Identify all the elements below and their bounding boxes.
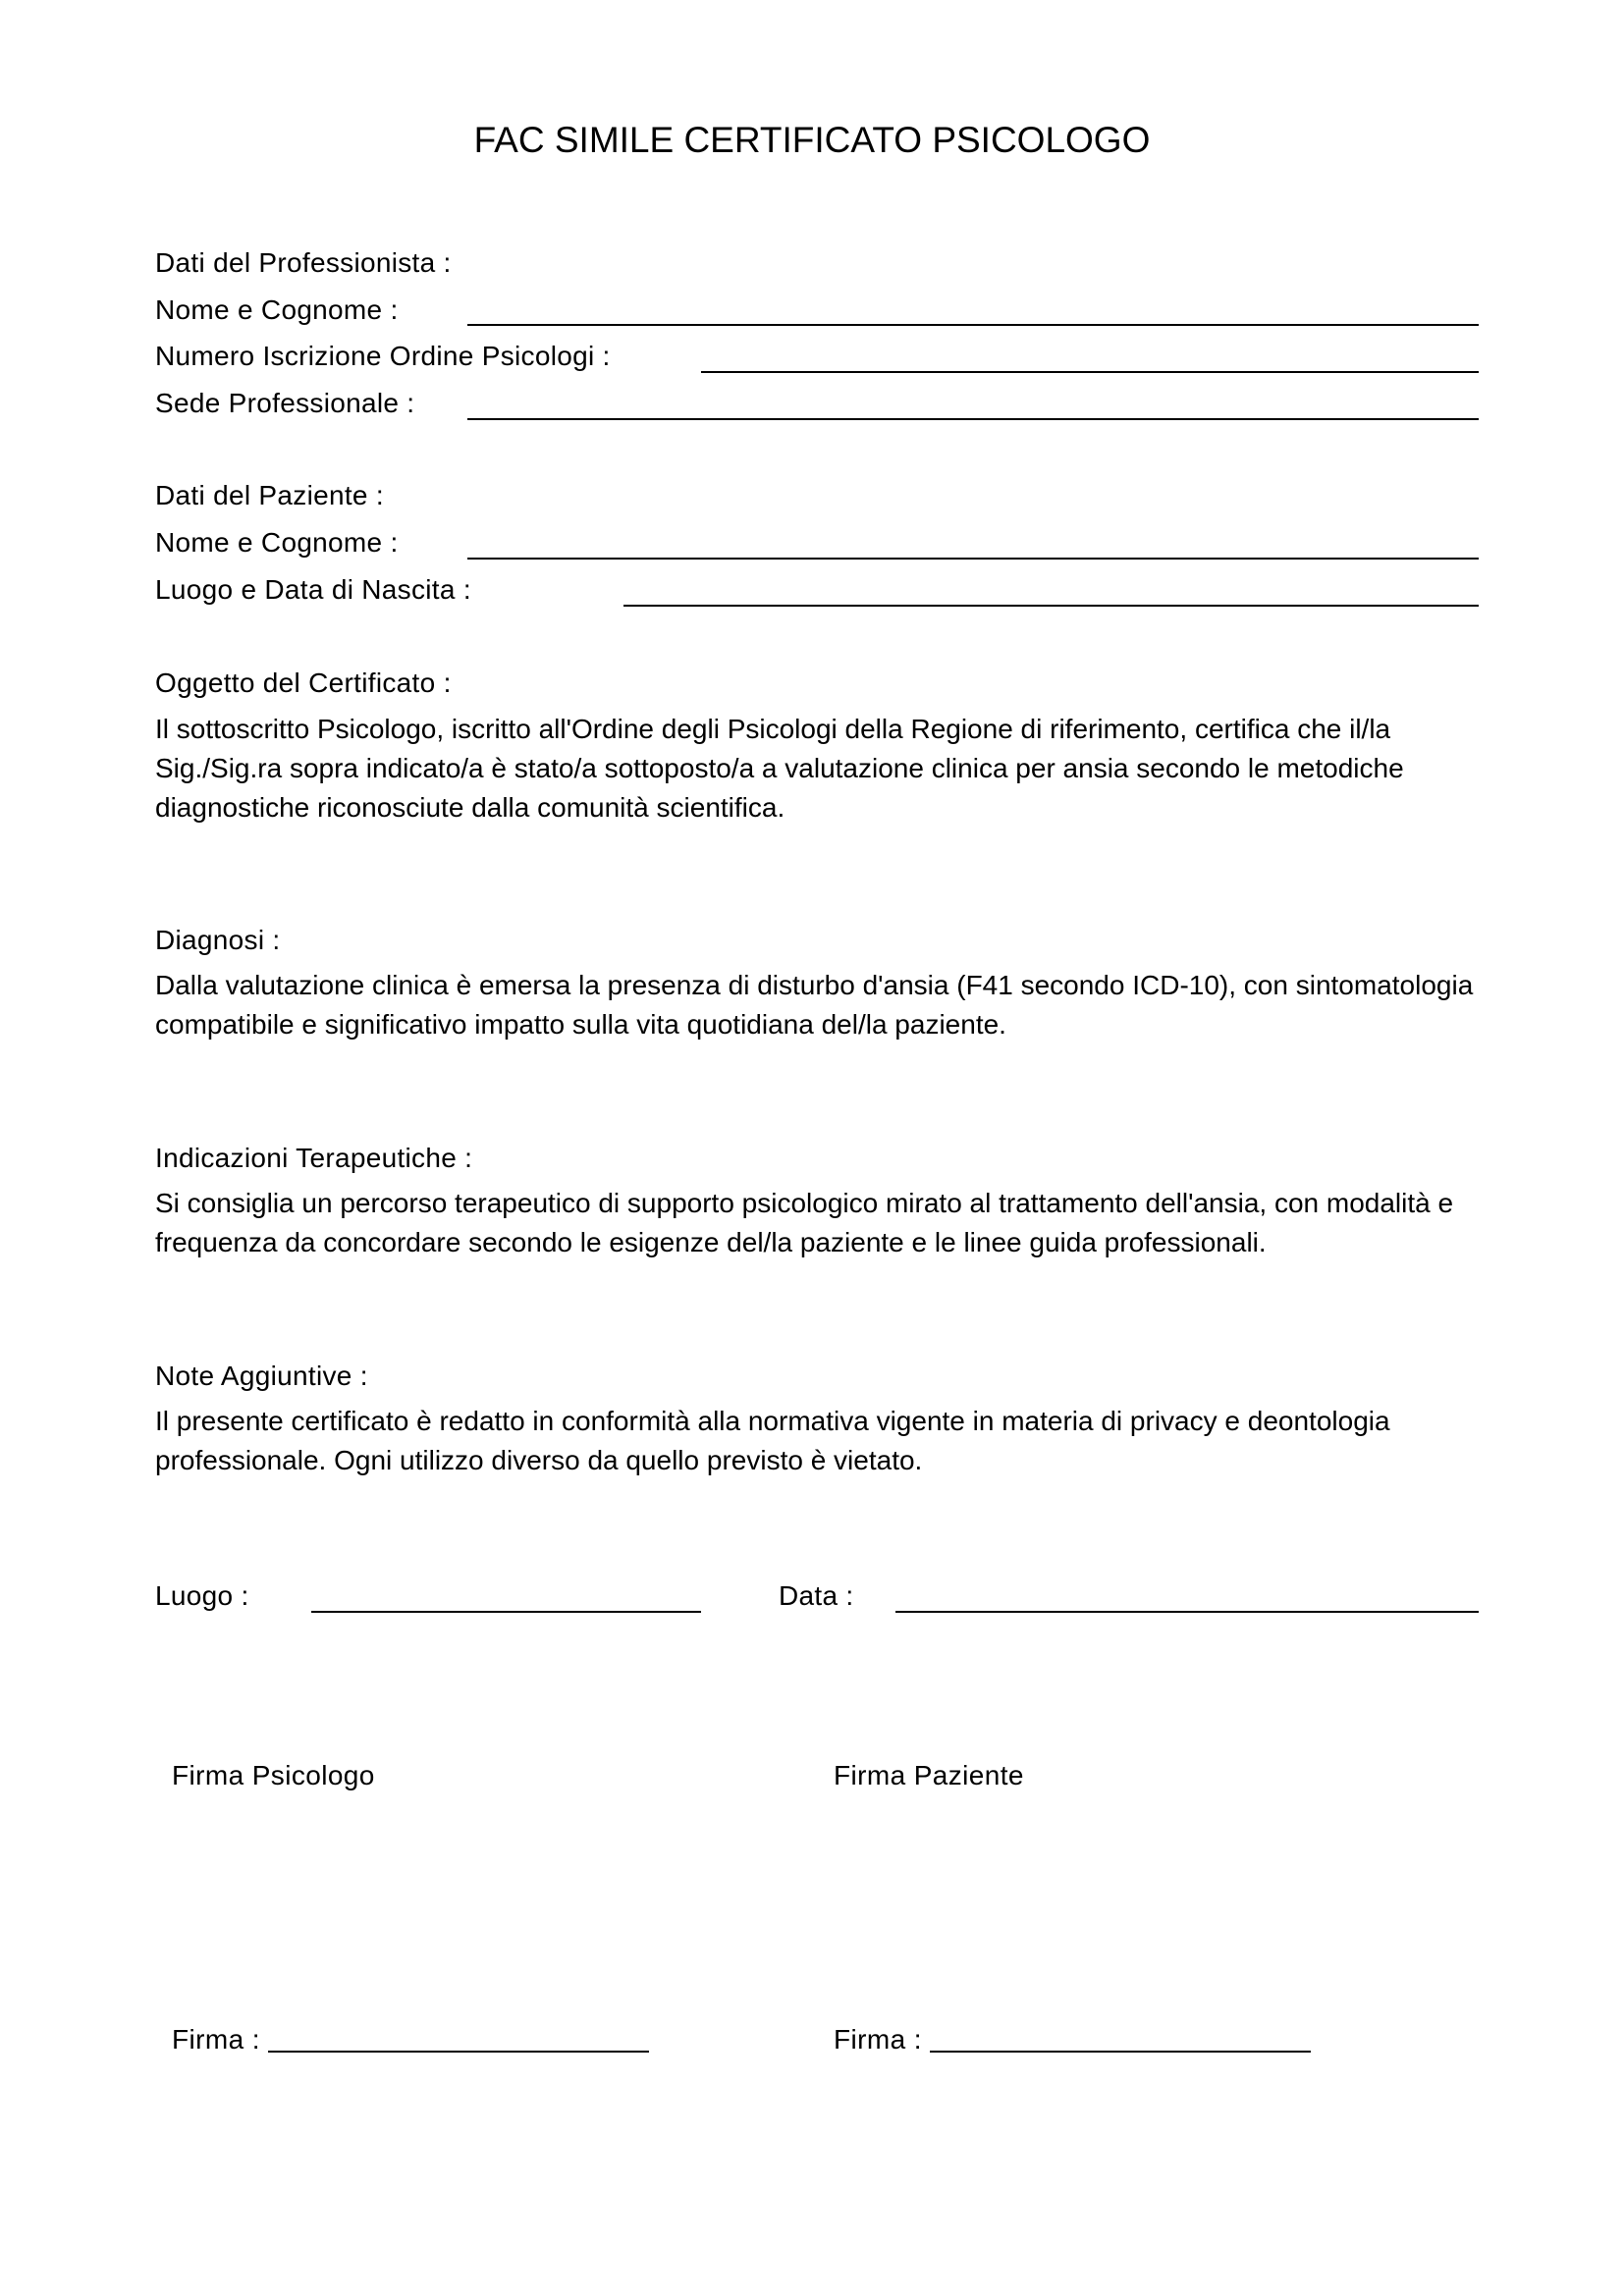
indicazioni-heading: Indicazioni Terapeutiche : [155, 1143, 473, 1173]
professionista-heading: Dati del Professionista : [155, 247, 452, 278]
firma-paziente-heading: Firma Paziente [834, 1760, 1024, 1790]
iscrizione-field[interactable] [701, 371, 1479, 373]
firma-psicologo-label: Firma : [172, 2024, 260, 2055]
iscrizione-label: Numero Iscrizione Ordine Psicologi : [155, 341, 611, 371]
page-title: FAC SIMILE CERTIFICATO PSICOLOGO [473, 120, 1151, 160]
paziente-nome-label: Nome e Cognome : [155, 527, 399, 558]
firma-paziente-row [834, 2026, 1311, 2054]
paziente-heading: Dati del Paziente : [155, 480, 384, 510]
nascita-label: Luogo e Data di Nascita : [155, 574, 471, 605]
firma-paziente-field[interactable] [930, 2051, 1311, 2053]
data-field[interactable] [895, 1611, 1479, 1613]
note-text: Il presente certificato è redatto in conformità alla normativa vigente in materia di privacy e deontologia professionale. Ogni utilizzo diverso da quello previsto è vietato. [155, 1406, 1390, 1475]
diagnosi-heading: Diagnosi : [155, 925, 281, 955]
indicazioni-text: Si consiglia un percorso terapeutico di supporto psicologico mirato al trattamento dell'ansia, con modalità e frequenza da concordare secondo le esigenze del/la paziente e le linee guida professionali. [155, 1188, 1454, 1257]
sede-field[interactable] [467, 418, 1479, 420]
oggetto-heading: Oggetto del Certificato : [155, 667, 452, 698]
note-heading: Note Aggiuntive : [155, 1361, 368, 1391]
firma-psicologo-field[interactable] [268, 2051, 649, 2053]
luogo-label: Luogo : [155, 1580, 249, 1611]
firma-psicologo-heading: Firma Psicologo [172, 1760, 375, 1790]
professionista-nome-label: Nome e Cognome : [155, 294, 399, 325]
luogo-field[interactable] [311, 1611, 701, 1613]
sede-label: Sede Professionale : [155, 388, 415, 418]
oggetto-text: Il sottoscritto Psicologo, iscritto all'Ordine degli Psicologi della Regione di riferimento, certifica che il/la Sig./Sig.ra sopra indicato/a è stato/a sottoposto/a a valutazione clinica per ansia secondo le metodiche diagnostiche riconosciute dalla comunità scientifica. [155, 714, 1404, 823]
paziente-nome-field[interactable] [467, 558, 1479, 560]
nascita-field[interactable] [623, 605, 1479, 607]
professionista-nome-field[interactable] [467, 324, 1479, 326]
data-label: Data : [779, 1580, 854, 1611]
firma-psicologo-row [172, 2026, 649, 2054]
firma-paziente-label: Firma : [834, 2024, 922, 2055]
diagnosi-text: Dalla valutazione clinica è emersa la presenza di disturbo d'ansia (F41 secondo ICD-10), con sintomatologia compatibile e significativo impatto sulla vita quotidiana del/la paziente. [155, 970, 1474, 1040]
